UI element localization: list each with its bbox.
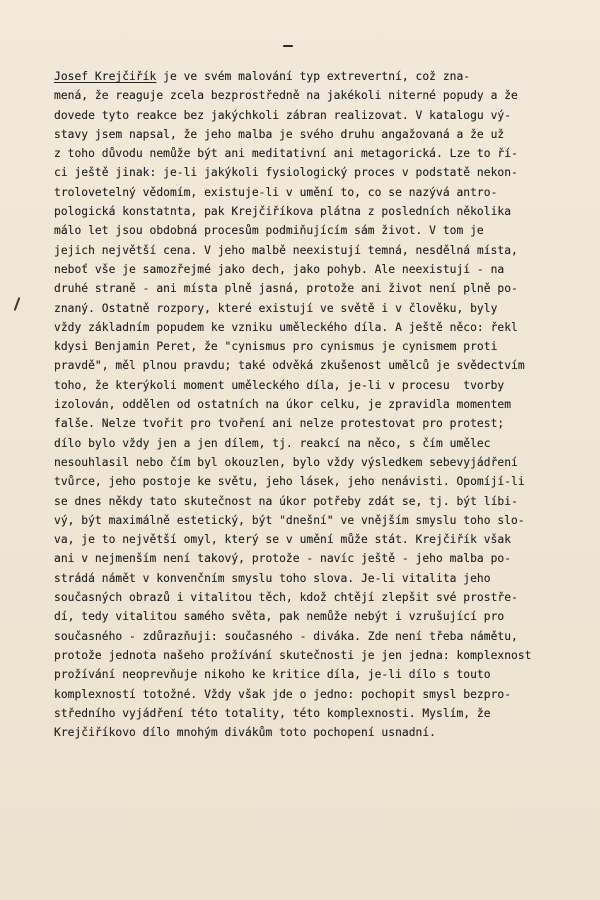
text-line: va, je to největší omyl, který se v umění může stát. Krejčiřík však <box>54 533 512 547</box>
text-line: toho, že kterýkoli moment uměleckého díla, je-li v procesu tvorby <box>54 378 505 392</box>
text-line: ani v nejmenším není takový, protože - navíc ještě - jeho malba po- <box>54 552 512 566</box>
text-line: málo let jsou obdobná procesům podmiňujícím sám život. V tom je <box>54 224 484 238</box>
text-line: znaný. Ostatně rozpory, které existují ve světě i v člověku, byly <box>54 301 498 315</box>
text-line: dí, tedy vitalitou samého světa, pak nemůže nebýt i vzrušující pro <box>54 610 505 624</box>
text-line: současného - zdůrazňuji: současného - diváka. Zde není třeba námětu, <box>54 629 518 643</box>
text-line: tvůrce, jeho postoje ke světu, jeho lásek, jeho nenávisti. Opomíjí-li <box>54 475 525 489</box>
text-line: strádá námět v konvenčním smyslu toho slova. Je-li vitalita jeho <box>54 571 491 585</box>
text-line: neboť vše je samozřejmé jako dech, jako pohyb. Ale neexistují - na <box>54 262 505 276</box>
text-line: prožívání neoprevňuje nikoho ke kritice díla, je-li dílo s touto <box>54 668 491 682</box>
text-line: středního vyjádření této totality, této komplexnosti. Myslím, že <box>54 706 491 720</box>
text-line <box>54 67 600 86</box>
margin-pencil-mark <box>14 297 21 311</box>
text-line: ci ještě jinak: je-li jakýkoli fysiologický proces v podstatě nekon- <box>54 166 518 180</box>
text-line: se dnes někdy tato skutečnost na úkor potřeby zdát se, tj. být líbi- <box>54 494 518 508</box>
text-line: pravdě", měl plnou pravdu; také odvěká zkušenost umělců je svědectvím <box>54 359 525 373</box>
text-line: nesouhlasil nebo čím byl okouzlen, bylo vždy výsledkem sebevyjádření <box>54 455 518 469</box>
text-line: kdysi Benjamin Peret, že "cynismus pro cynismus je cynismem proti <box>54 340 498 354</box>
text-line: vždy základním popudem ke vzniku uměleckého díla. A ještě něco: řekl <box>54 320 518 334</box>
text-line: Krejčiříkovo dílo mnohým divákům toto pochopení usnadní. <box>54 726 436 740</box>
text-line: trolovetelný vědomím, existuje-li v umění to, co se nazývá antro- <box>54 185 498 199</box>
line-text: je ve svém malování typ extrevertní, což zna- <box>156 70 471 83</box>
text-line: druhé straně - ani místa plně jasná, protože ani život není plně po- <box>54 282 518 296</box>
text-line: protože jednota našeho prožívání skutečnosti je jen jedna: komplexnost <box>54 648 532 662</box>
page-top-mark <box>283 45 293 47</box>
text-line: dílo bylo vždy jen a jen dílem, tj. reakcí na něco, s čím umělec <box>54 436 491 450</box>
text-line: falše. Nelze tvořit pro tvoření ani nelze protestovat pro protest; <box>54 417 505 431</box>
text-line: stavy jsem napsal, že jeho malba je svého druhu angažovaná a že už <box>54 127 505 141</box>
text-line: současných obrazů i vitalitou těch, kdož chtějí zlepšit své prostře- <box>54 591 518 605</box>
text-line: pologická konstatnta, pak Krejčiříkova plátna z posledních několika <box>54 205 512 219</box>
text-line: vý, být maximálně estetický, být "dnešní" ve vnějším smyslu toho slo- <box>54 513 525 527</box>
text-line: mená, že reaguje zcela bezprostředně na jakékoli niterné popudy a že <box>54 89 518 103</box>
artist-name: Josef Krejčiřík <box>54 70 157 83</box>
typed-paragraph <box>54 67 600 742</box>
text-line: dovede tyto reakce bez jakýchkoli zábran realizovat. V katalogu vý- <box>54 108 512 122</box>
text-line: z toho důvodu nemůže být ani meditativní ani metagorická. Lze to ří- <box>54 147 518 161</box>
text-line: komplexností totožné. Vždy však jde o jedno: pochopit smysl bezpro- <box>54 687 512 701</box>
text-line: jejich největší cena. V jeho malbě neexistují temná, nesdělná místa, <box>54 243 518 257</box>
text-line: izolován, oddělen od ostatních na úkor celku, je zpravidla momentem <box>54 398 512 412</box>
